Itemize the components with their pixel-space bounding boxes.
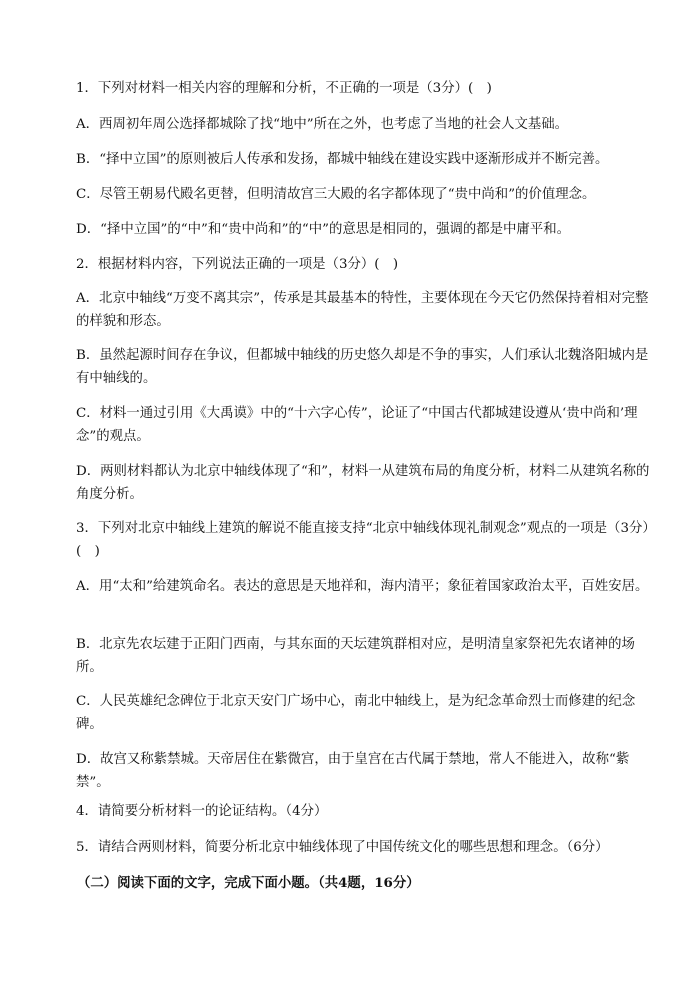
question-2-option-a: A．北京中轴线“万变不离其宗”，传承是其最基本的特性，主要体现在今天它仍然保持着相对完整的样貌和形态。 [76,291,649,329]
question-1-option-c: C．尽管王朝易代殿名更替，但明清故宫三大殿的名字都体现了“贵中尚和”的价值理念。 [76,187,596,202]
question-4-stem: 4．请简要分析材料一的论证结构。（4分） [76,804,328,819]
question-3-option-b: B．北京先农坛建于正阳门西南，与其东面的天坛建筑群相对应，是明清皇家祭祀先农诸神的场所。 [76,637,635,675]
question-1-option-d: D．“择中立国”的“中”和“贵中尚和”的“中”的意思是相同的，强调的都是中庸平和。 [76,222,570,237]
question-3-option-c: C．人民英雄纪念碑位于北京天安门广场中心，南北中轴线上，是为纪念革命烈士而修建的纪念碑。 [76,694,636,732]
section-heading: （二）阅读下面的文字，完成下面小题。（共4题，16分） [77,875,420,891]
question-2-option-b: B．虽然起源时间存在争议，但都城中轴线的历史悠久却是不争的事实，人们承认北魏洛阳城内是有中轴线的。 [76,348,649,386]
question-2-option-c: C．材料一通过引用《大禹谟》中的“十六字心传”，论证了“中国古代都城建设遵从‘贵中尚和’理念”的观点。 [76,406,638,444]
question-2-option-d: D．两则材料都认为北京中轴线体现了“和”，材料一从建筑布局的角度分析，材料二从建筑名称的角度分析。 [76,464,650,502]
question-3-stem: 3．下列对北京中轴线上建筑的解说不能直接支持“北京中轴线体现礼制观念”观点的一项是（3分）( ) [76,521,656,559]
question-1-option-a: A．西周初年周公选择都城除了找“地中”所在之外，也考虑了当地的社会人文基础。 [76,117,569,132]
question-1-stem: 1．下列对材料一相关内容的理解和分析，不正确的一项是（3分）( ) [76,81,492,96]
question-3-option-d: D．故宫又称紫禁城。天帝居住在紫微宫，由于皇宫在古代属于禁地，常人不能进入，故称“紫禁”。 [76,752,630,790]
question-3-option-a: A．用“太和”给建筑命名。表达的意思是天地祥和，海内清平；象征着国家政治太平，百姓安居。 [76,579,649,594]
question-5-stem: 5．请结合两则材料，简要分析北京中轴线体现了中国传统文化的哪些思想和理念。（6分） [76,840,609,855]
question-2-stem: 2．根据材料内容，下列说法正确的一项是（3分）( ) [76,257,399,272]
question-1-option-b: B．“择中立国”的原则被后人传承和发扬，都城中轴线在建设实践中逐渐形成并不断完善。 [76,152,609,167]
